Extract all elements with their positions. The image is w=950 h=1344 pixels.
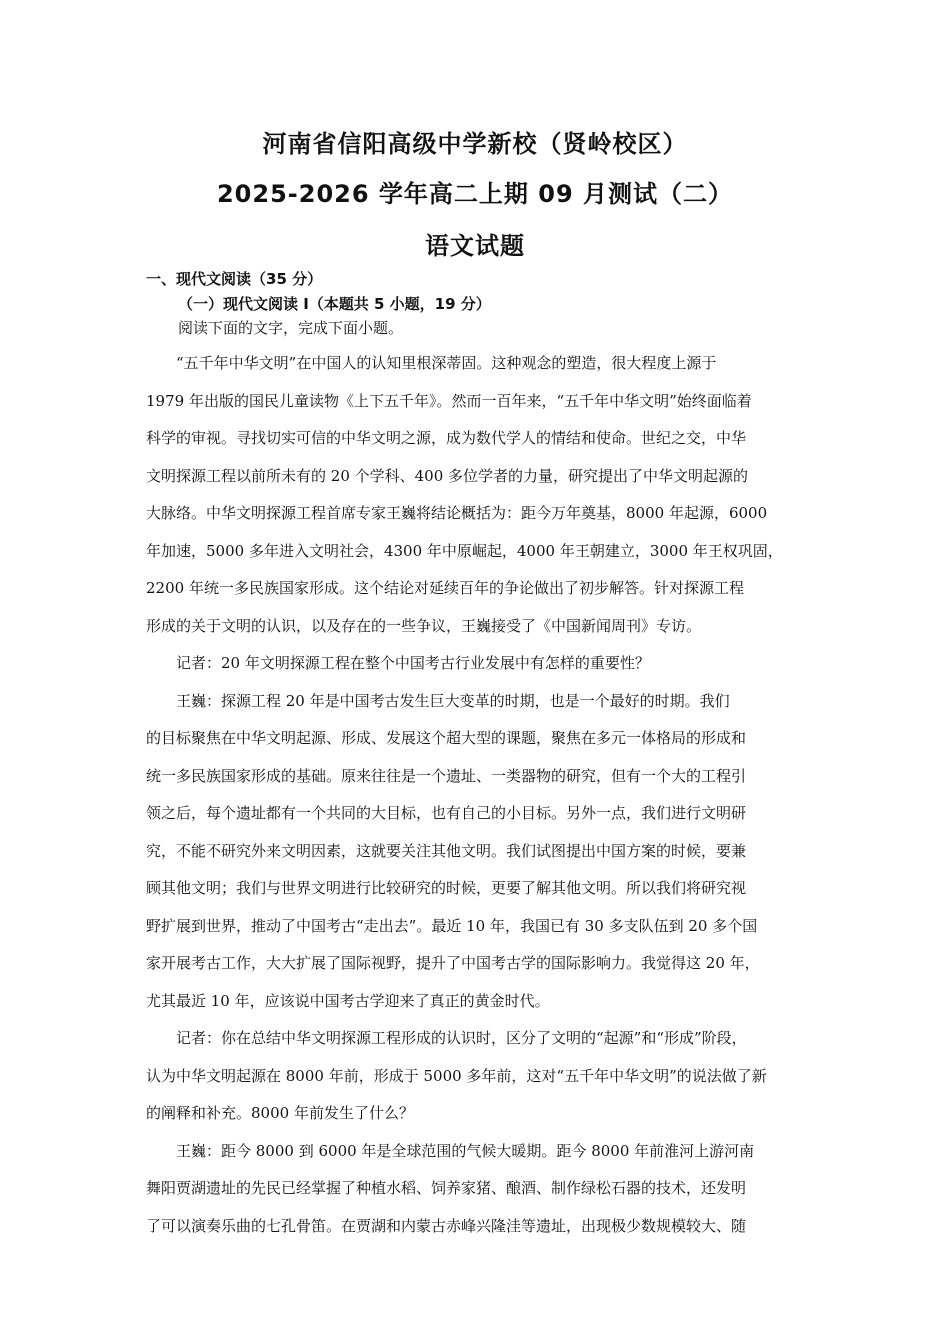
passage-line: 王巍：距今 8000 到 6000 年是全球范围的气候大暖期。距今 8000 年前淮河上游河南: [176, 1141, 755, 1160]
subsection-heading: （一）现代文阅读 I（本题共 5 小题，19 分）: [178, 295, 491, 313]
passage-line: 统一多民族国家形成的基础。原来往往是一个遗址、一类器物的研究，但有一个大的工程引: [146, 766, 747, 785]
passage-line: 形成的关于文明的认识，以及存在的一些争议，王巍接受了《中国新闻周刊》专访。: [146, 616, 702, 635]
reading-instruction: 阅读下面的文字，完成下面小题。: [178, 319, 404, 337]
reading-passage: [146, 345, 814, 1245]
passage-line: 野扩展到世界，推动了中国考古“走出去”。最近 10 年，我国已有 30 多支队伍到 20 多个国: [146, 916, 758, 935]
passage-line: 记者：你在总结中华文明探源工程形成的认识时，区分了文明的“起源”和“形成”阶段，: [176, 1029, 747, 1047]
passage-line: 领之后，每个遗址都有一个共同的大目标，也有自己的小目标。另外一点，我们进行文明研: [146, 804, 747, 822]
subject-title: 语文试题: [425, 232, 525, 260]
passage-line: 的阐释和补充。8000 年前发生了什么？: [146, 1104, 414, 1122]
passage-line: 大脉络。中华文明探源工程首席专家王巍将结论概括为：距今万年奠基，8000 年起源，6000: [146, 504, 768, 522]
exam-title: 2025-2026 学年高二上期 09 月测试（二）: [216, 180, 734, 208]
passage-line: 尤其最近 10 年，应该说中国考古学迎来了真正的黄金时代。: [146, 991, 550, 1010]
passage-line: 2200 年统一多民族国家形成。这个结论对延续百年的争论做出了初步解答。针对探源工程: [146, 579, 744, 597]
passage-line: 科学的审视。寻找切实可信的中华文明之源，成为数代学人的情结和使命。世纪之交，中华: [146, 429, 747, 447]
section-heading: 一、现代文阅读（35 分）: [146, 270, 323, 288]
passage-line: 王巍：探源工程 20 年是中国考古发生巨大变革的时期，也是一个最好的时期。我们: [176, 691, 730, 710]
passage-line: 舞阳贾湖遗址的先民已经掌握了种植水稻、饲养家猪、酿酒、制作绿松石器的技术，还发明: [146, 1179, 747, 1197]
passage-line: 家开展考古工作，大大扩展了国际视野，提升了中国考古学的国际影响力。我觉得这 20 年，: [146, 954, 760, 972]
passage-line: 文明探源工程以前所未有的 20 个学科、400 多位学者的力量，研究提出了中华文明起源的: [146, 466, 749, 485]
passage-line: 顾其他文明；我们与世界文明进行比较研究的时候，更要了解其他文明。所以我们将研究视: [146, 879, 747, 897]
passage-line: 究，不能不研究外来文明因素，这就要关注其他文明。我们试图提出中国方案的时候，要兼: [146, 841, 747, 860]
passage-line: 记者：20 年文明探源工程在整个中国考古行业发展中有怎样的重要性？: [176, 654, 650, 672]
passage-line: 认为中华文明起源在 8000 年前，形成于 5000 多年前，这对“五千年中华文明”的说法做了新: [146, 1066, 767, 1085]
passage-line: 了可以演奏乐曲的七孔骨笛。在贾湖和内蒙古赤峰兴隆洼等遗址，出现极少数规模较大、随: [146, 1216, 747, 1235]
passage-line: 的目标聚焦在中华文明起源、形成、发展这个超大型的课题，聚焦在多元一体格局的形成和: [146, 729, 747, 747]
passage-line: 年加速，5000 多年进入文明社会，4300 年中原崛起，4000 年王朝建立，3000 年王权巩固，: [146, 541, 783, 560]
school-title: 河南省信阳高级中学新校（贤岭校区）: [262, 130, 688, 158]
passage-line: “五千年中华文明”在中国人的认知里根深蒂固。这种观念的塑造，很大程度上源于: [176, 354, 717, 372]
passage-line: 1979 年出版的国民儿童读物《上下五千年》。然而一百年来，“五千年中华文明”始终面临着: [146, 391, 752, 410]
